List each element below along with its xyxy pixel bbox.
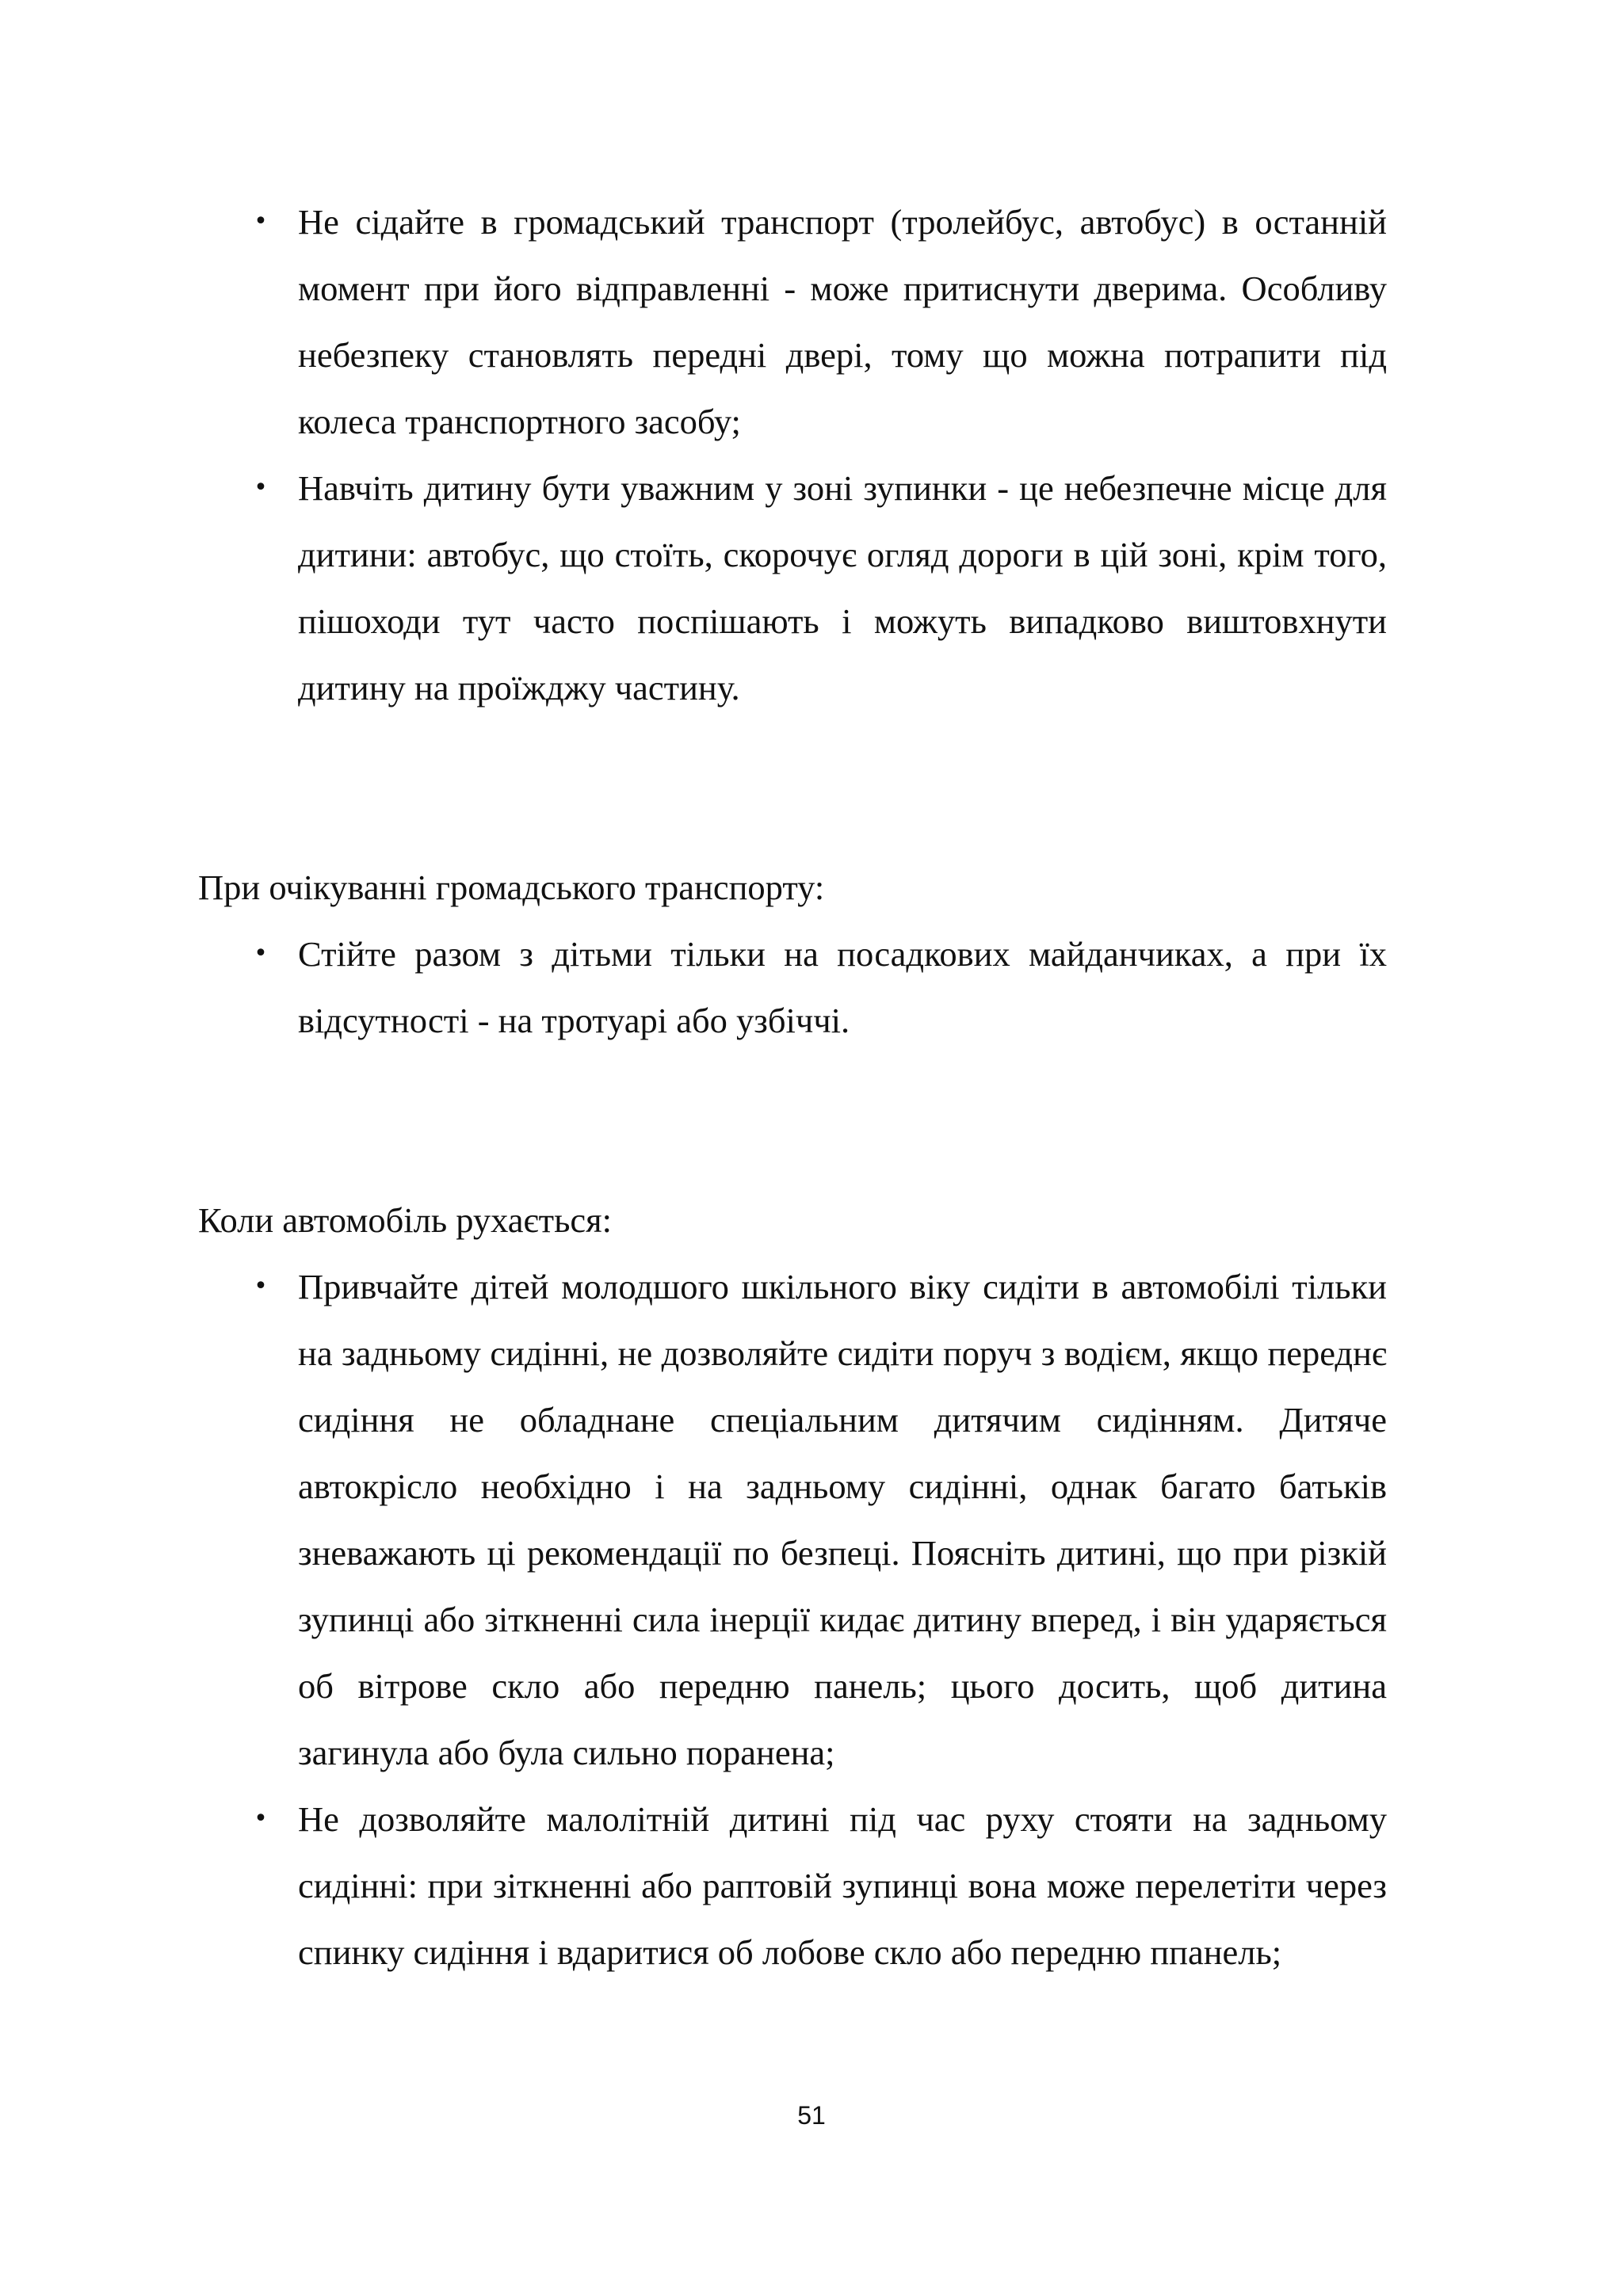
- list-item-text: Стійте разом з дітьми тільки на посадкових майданчиках, а при їх відсутності - на тротуарі або узбіччі.: [298, 934, 1387, 1040]
- list-item: [198, 455, 1387, 721]
- section-heading-car-moving: Коли автомобіль рухається:: [198, 1200, 612, 1240]
- bullet-icon: •: [254, 940, 268, 967]
- section-spacer: [198, 1054, 1387, 1187]
- bullet-icon: •: [254, 208, 268, 235]
- bullet-icon: •: [254, 1272, 268, 1300]
- section-spacer: [198, 721, 1387, 854]
- bullet-list-public-transport: [198, 189, 1387, 721]
- bullet-icon: •: [254, 1805, 268, 1833]
- page-content: [198, 189, 1387, 1985]
- list-item: [198, 921, 1387, 1054]
- list-item-text: Не сідайте в громадський транспорт (тролейбус, автобус) в останній момент при його відправленні - може притиснути дверима. Особливу небезпеку становлять передні двері, тому що можна потрапити під колеса транспортного засобу;: [298, 202, 1387, 441]
- list-item: [198, 1786, 1387, 1985]
- bullet-icon: •: [254, 474, 268, 502]
- bullet-list-waiting: [198, 921, 1387, 1054]
- section-heading-waiting: При очікуванні громадського транспорту:: [198, 868, 825, 907]
- list-item-text: Привчайте дітей молодшого шкільного віку сидіти в автомобілі тільки на задньому сидінні, не дозволяйте сидіти поруч з водієм, якщо переднє сидіння не обладнане спеціальним дитячим сидінням. Дитяче автокрісло необхідно і на задньому сидінні, однак багато батьків зневажають ці рекомендації по безпеці. Поясніть дитині, що при різкій зупинці або зіткненні сила інерції кидає дитину вперед, і він ударяється об вітрове скло або передню панель; цього досить, щоб дитина загинула або була сильно поранена;: [298, 1267, 1387, 1772]
- list-item-text: Навчіть дитину бути уважним у зоні зупинки - це небезпечне місце для дитини: автобус, що стоїть, скорочує огляд дороги в цій зоні, крім того, пішоходи тут часто поспішають і можуть випадково виштовхнути дитину на проїжджу частину.: [298, 468, 1387, 707]
- page-number: 51: [797, 2101, 826, 2130]
- list-item: [198, 189, 1387, 455]
- list-item-text: Не дозволяйте малолітній дитині під час руху стояти на задньому сидінні: при зіткненні або раптовій зупинці вона може перелетіти через спинку сидіння і вдаритися об лобове скло або передню ппанель;: [298, 1799, 1387, 1972]
- list-item: [198, 1253, 1387, 1786]
- bullet-list-car-moving: [198, 1253, 1387, 1985]
